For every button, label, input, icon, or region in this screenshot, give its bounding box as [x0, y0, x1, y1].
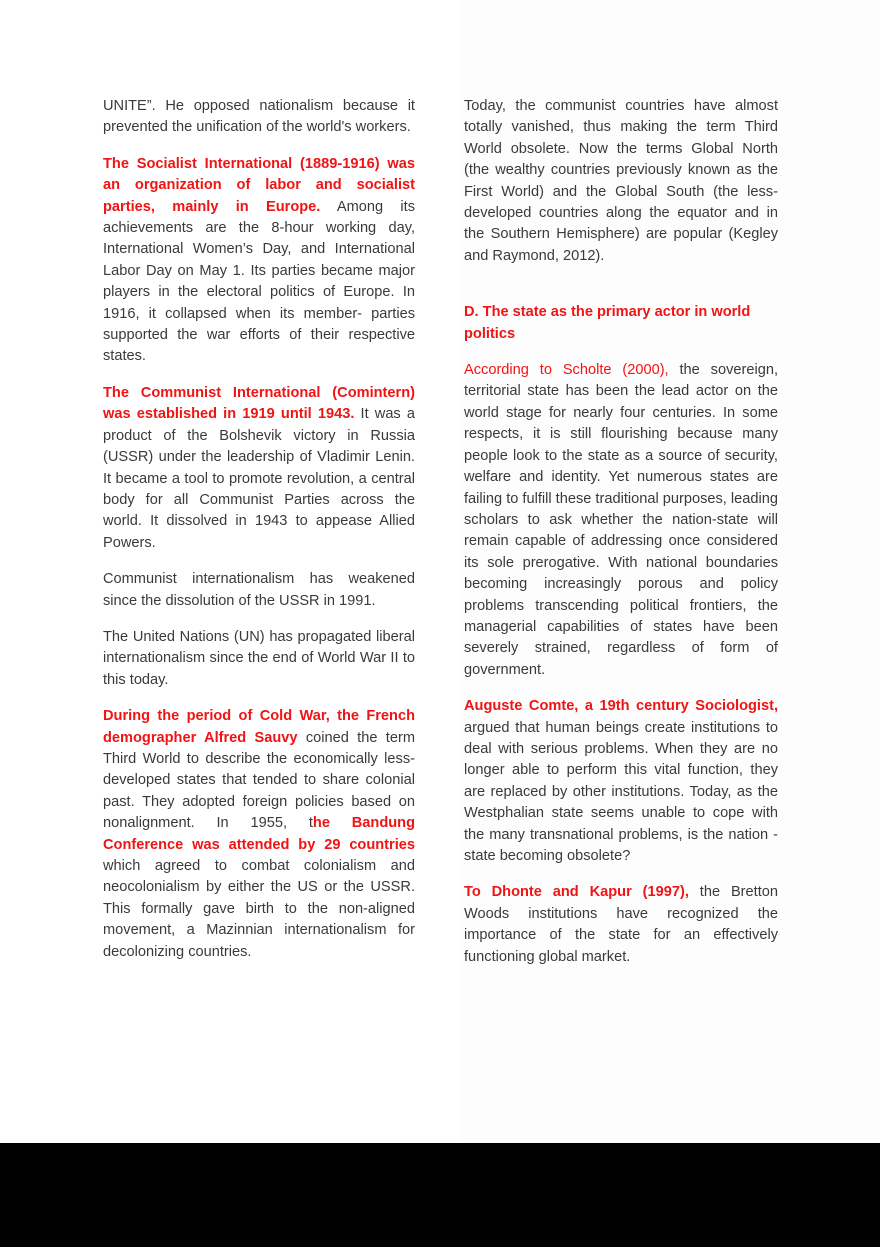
text-run: It was a product of the Bolshevik victory in Russia (USSR) under the leadership of Vladimir Lenin. It became a tool to promote revolution, a central body for all Communist Parties across the world. It dissolved in 1943 to appease Allied Powers.: [103, 406, 415, 551]
text-run: the Bretton Woods institutions have recognized the importance of the state for an effectively functioning global market.: [464, 884, 778, 965]
paragraph-p-cold-war: [103, 706, 415, 963]
two-column-body: [103, 96, 778, 968]
paragraph-p-united-nations: [103, 627, 415, 691]
text-run: Among its achievements are the 8-hour working day, International Women’s Day, and International Labor Day on May 1. Its parties became major players in the electoral politics of Europe. In 1916, it collapsed when its member- parties supported the war efforts of their respective states.: [103, 198, 415, 365]
paragraph-p-unite: [103, 96, 415, 139]
highlight-run: According to Scholte (2000),: [464, 362, 669, 379]
paragraph-p-scholte: [464, 360, 778, 681]
text-run: argued that human beings create institutions to deal with serious problems. When they are no longer able to perform this vital function, they are replaced by other institutions. Today, as the Westphalian state seems unable to cope with the many transnational problems, is the nation -state becoming obsolete?: [464, 719, 778, 864]
highlight-run: The Communist International (Comintern) was established in 1919 until 1943.: [103, 384, 415, 423]
text-run: Communist internationalism has weakened since the dissolution of the USSR in 1991.: [103, 571, 415, 609]
paragraph-p-comte: [464, 696, 778, 867]
text-run: which agreed to combat colonialism and neocolonialism by either the US or the USSR. This formally gave birth to the non-aligned movement, a Mazinnian internationalism for decolonizing countries.: [103, 858, 415, 960]
highlight-run: Auguste Comte, a 19th century Sociologist,: [464, 698, 778, 715]
paragraph-p-communist-internationalism: [103, 569, 415, 612]
text-run: the sovereign, territorial state has been the lead actor on the world stage for nearly four centuries. In some respects, it is still flourishing because many people look to the state as a source of security, welfare and identity. Yet numerous states are failing to fulfill these traditional purposes, leading scholars to ask whether the nation-state will remain capable of addressing once considered its sole prerogative. With national boundaries becoming increasingly porous and policy problems transcending political frontiers, the managerial capabilities of states have been severely strained, regardless of form of government.: [464, 362, 778, 678]
paragraph-p-dhonte-kapur: [464, 882, 778, 968]
paragraph-p-comintern: [103, 383, 415, 554]
text-run: The United Nations (UN) has propagated liberal internationalism since the end of World War II to this today.: [103, 628, 415, 688]
footer-black-bar: [0, 1143, 880, 1247]
text-run: Today, the communist countries have almost totally vanished, thus making the term Third World obsolete. Now the terms Global North (the wealthy countries previously known as the First World) and the Global South (the less-developed countries along the equator and in the Southern Hemisphere) are popular (Kegley and Raymond, 2012).: [464, 98, 778, 264]
right-column: [464, 96, 778, 968]
text-run: coined the term Third World to describe the economically less-developed states that tended to share colonial past. They adopted foreign policies based on nonalignment. In 1955, t: [103, 729, 415, 832]
text-run: UNITE”. He opposed nationalism because it prevented the unification of the world's workers.: [103, 98, 415, 136]
highlight-run: he Bandung Conference was attended by 29 countries: [103, 815, 415, 853]
paragraph-p-socialist-international: [103, 154, 415, 368]
highlight-run: The Socialist International (1889-1916) was an organization of labor and socialist parties, mainly in Europe.: [103, 155, 415, 215]
section-heading-d: D. The state as the primary actor in world politics: [464, 304, 751, 342]
left-column: [103, 96, 415, 968]
paragraph-p-today-communist: [464, 96, 778, 267]
highlight-run: To Dhonte and Kapur (1997),: [464, 884, 689, 901]
highlight-run: During the period of Cold War, the French demographer Alfred Sauvy: [103, 708, 415, 746]
